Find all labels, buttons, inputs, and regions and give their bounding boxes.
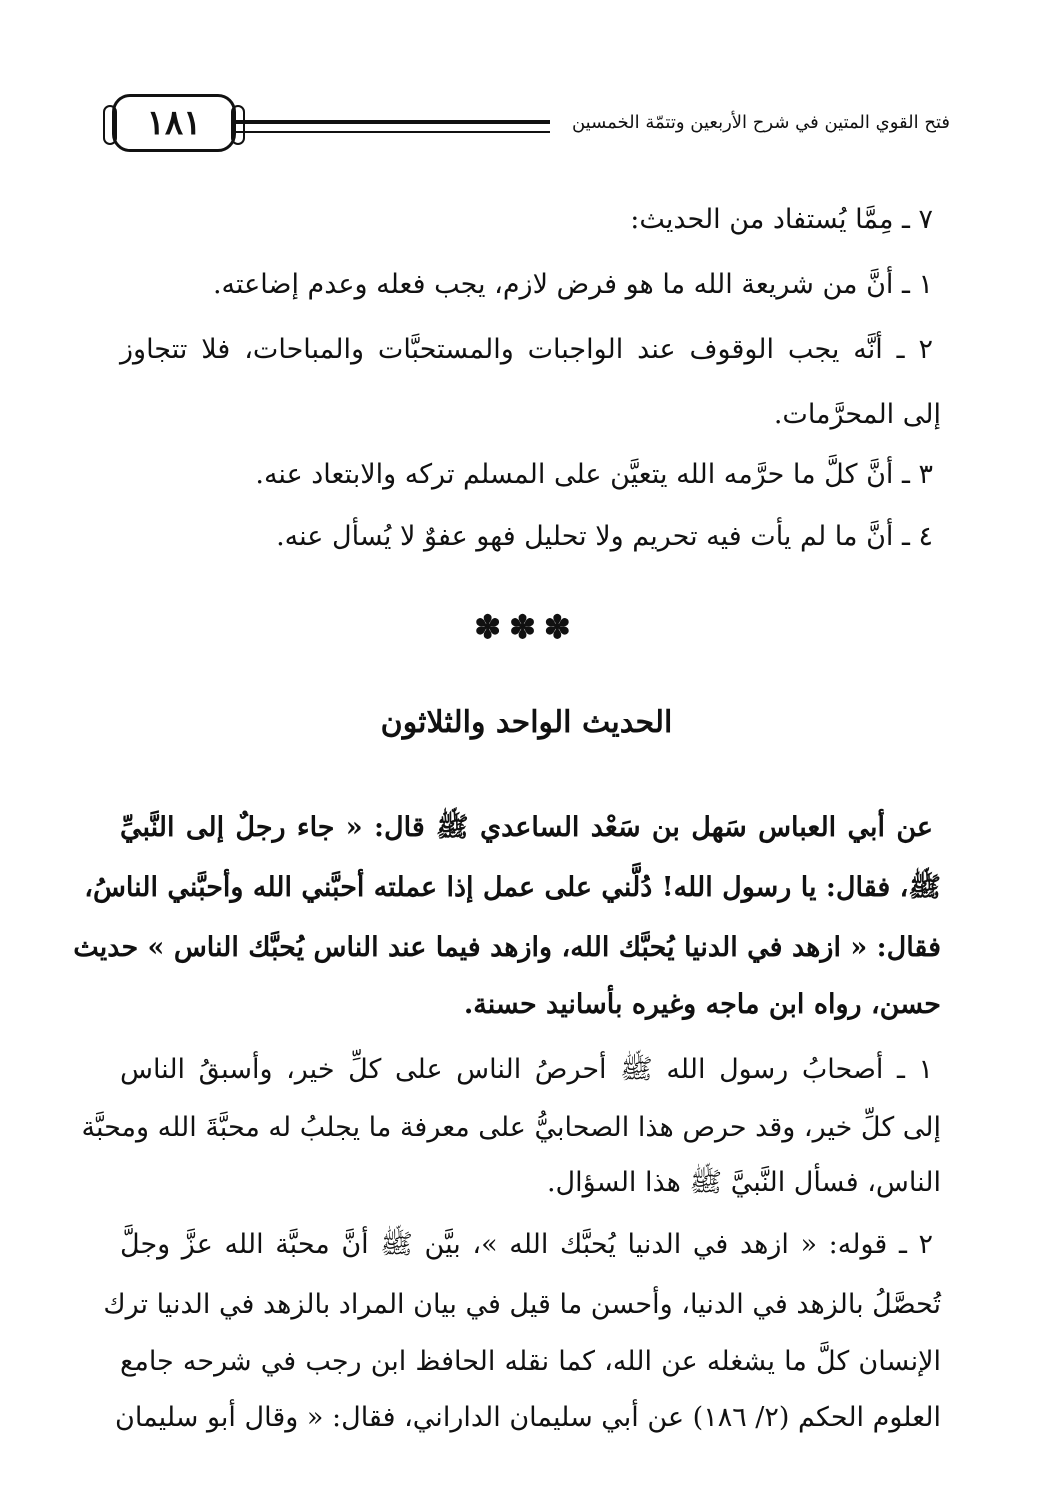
benefit-point-4: ٤ ـ أنَّ ما لم يأت فيه تحريم ولا تحليل فهو عفوٌ لا يُسأل عنه.: [276, 521, 933, 552]
commentary-2-line-2: تُحصَّلُ بالزهد في الدنيا، وأحسن ما قيل في بيان المراد بالزهد في الدنيا ترك: [103, 1289, 941, 1320]
commentary-2-line-4: العلوم الحكم (٢/ ١٨٦) عن أبي سليمان الداراني، فقال: « وقال أبو سليمان: [115, 1402, 941, 1433]
commentary-1-line-1: ١ ـ أصحابُ رسول الله ﷺ أحرصُ الناس على كلِّ خير، وأسبقُ الناس: [120, 1054, 933, 1085]
benefit-point-2-line-2: إلى المحرَّمات.: [773, 399, 941, 430]
hadith-title: الحديث الواحد والثلاثون: [380, 705, 673, 740]
page-header: [112, 92, 950, 162]
hadith-text-line-2: ﷺ، فقال: يا رسول الله! دُلَّني على عمل إذا عملته أحبَّني الله وأحبَّني الناسُ،: [84, 872, 941, 903]
hadith-text-line-3: فقال: « ازهد في الدنيا يُحبَّك الله، وازهد فيما عند الناس يُحبَّك الناس » حديث: [73, 932, 941, 963]
benefit-point-3: ٣ ـ أنَّ كلَّ ما حرَّمه الله يتعيَّن على المسلم تركه والابتعاد عنه.: [255, 459, 933, 490]
commentary-2-line-1: ٢ ـ قوله: « ازهد في الدنيا يُحبَّك الله »، بيَّن ﷺ أنَّ محبَّة الله عزَّ وجلَّ: [120, 1229, 933, 1260]
commentary-1-line-2: إلى كلِّ خير، وقد حرص هذا الصحابيُّ على معرفة ما يجلبُ له محبَّةَ الله ومحبَّة: [81, 1112, 941, 1143]
header-rule: [232, 120, 550, 133]
benefits-intro: ٧ ـ مِمَّا يُستفاد من الحديث:: [630, 204, 933, 235]
page-number: ١٨١: [146, 103, 202, 143]
page-number-badge: [112, 94, 236, 152]
hadith-text-line-1: عن أبي العباس سَهل بن سَعْد الساعدي ﷺ قال: « جاء رجلٌ إلى النَّبيِّ: [120, 812, 933, 843]
hadith-text-line-4: حسن، رواه ابن ماجه وغيره بأسانيد حسنة.: [463, 989, 941, 1020]
book-title: فتح القوي المتين في شرح الأربعين وتتمّة الخمسين: [571, 112, 950, 133]
section-separator: ✽✽✽: [474, 608, 579, 646]
commentary-1-line-3: الناس، فسأل النَّبيَّ ﷺ هذا السؤال.: [546, 1167, 941, 1198]
commentary-2-line-3: الإنسان كلَّ ما يشغله عن الله، كما نقله الحافظ ابن رجب في شرحه جامع: [120, 1346, 941, 1377]
benefit-point-2-line-1: ٢ ـ أنَّه يجب الوقوف عند الواجبات والمستحبَّات والمباحات، فلا تتجاوز: [120, 334, 933, 365]
benefit-point-1: ١ ـ أنَّ من شريعة الله ما هو فرض لازم، يجب فعله وعدم إضاعته.: [212, 269, 933, 300]
